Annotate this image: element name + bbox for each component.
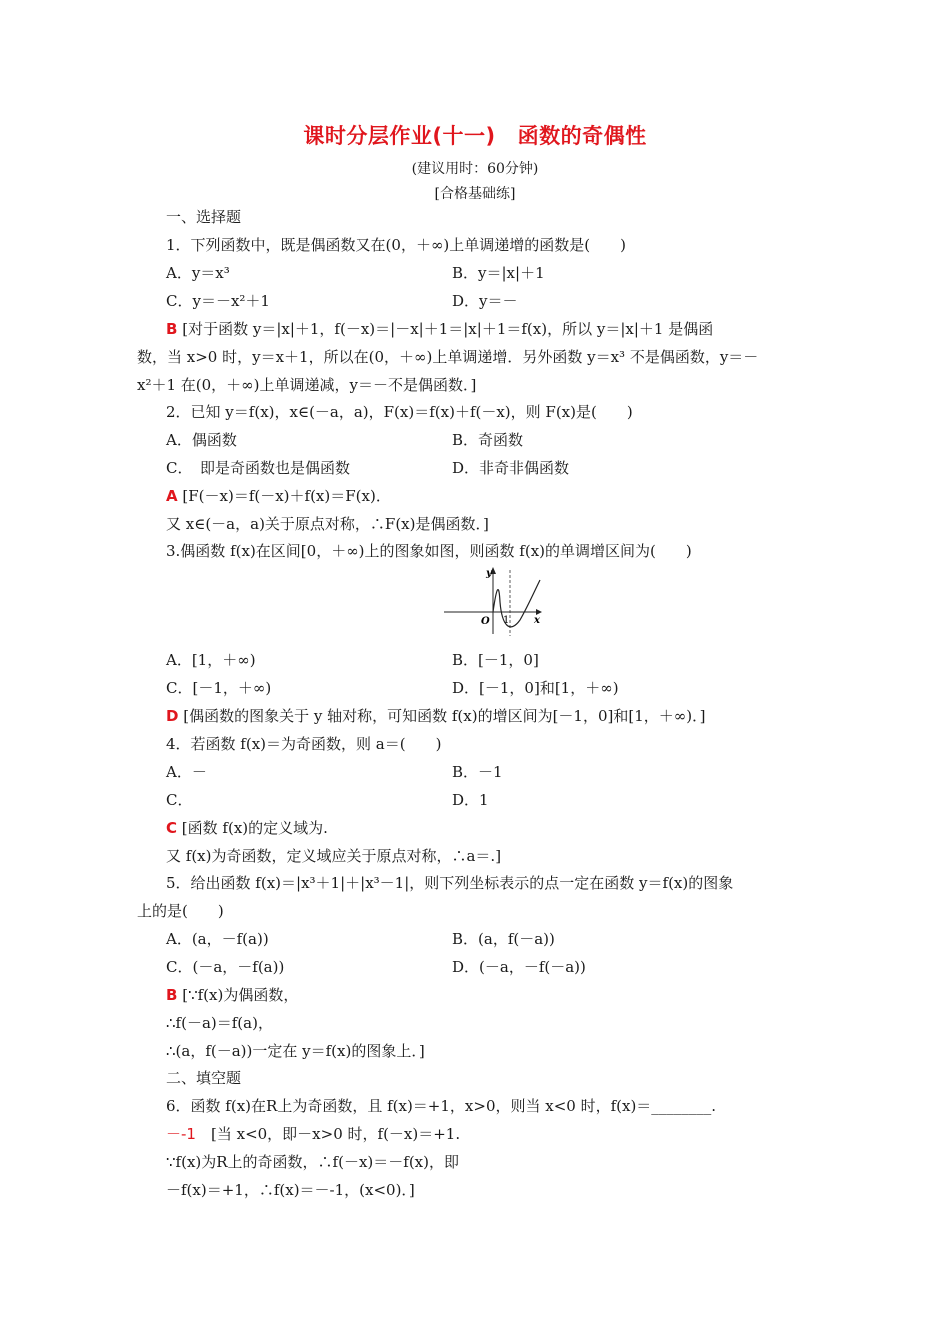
q2-option-d: D．非奇非偶函数	[452, 459, 570, 477]
q2-option-c: C． 即是奇函数也是偶函数	[166, 459, 350, 477]
q4-solution-text1: [函数 f(x)的定义域为.	[181, 819, 328, 837]
graph-y-label: y	[486, 568, 492, 579]
q1-solution-line3: x²＋1 在(0，＋∞)上单调递减，y＝－不是偶函数．]	[137, 376, 477, 394]
q5-option-c: C．(－a，－f(a))	[166, 958, 285, 976]
q5-solution-text1: [∵f(x)为偶函数，	[182, 986, 299, 1004]
q3-answer: D	[166, 707, 179, 725]
q1-answer: B	[166, 320, 178, 338]
q3-option-c: C．[－1，＋∞)	[166, 679, 272, 697]
suggested-time: (建议用时：60分钟)	[411, 161, 539, 177]
q3-function-graph	[440, 562, 550, 638]
q1-solution-text1: [对于函数 y＝|x|＋1，f(－x)＝|－x|＋1＝|x|＋1＝f(x)，所以 y＝|x|＋1 是偶函	[182, 320, 714, 338]
q6-solution-line1	[166, 1124, 460, 1144]
q5-solution-line3: ∴(a，f(－a))一定在 y＝f(x)的图象上．]	[166, 1042, 425, 1060]
q5-option-d: D．(－a，－f(－a))	[452, 958, 586, 976]
section-choice: 一、选择题	[166, 208, 242, 226]
q4-option-b: B．－1	[452, 763, 503, 781]
q6-answer: －-1	[166, 1125, 196, 1143]
q1-stem: 1．下列函数中，既是偶函数又在(0，＋∞)上单调递增的函数是( )	[166, 236, 626, 254]
q1-option-a: A．y＝x³	[166, 264, 230, 282]
q6-stem: 6．函数 f(x)在R上为奇函数，且 f(x)＝+1，x>0，则当 x<0 时，f(x)＝________.	[166, 1097, 717, 1115]
q2-solution-text1: [F(－x)＝f(－x)＋f(x)＝F(x)．	[182, 487, 391, 505]
q5-option-b: B．(a，f(－a))	[452, 930, 555, 948]
q4-answer: C	[166, 819, 178, 837]
section-fill: 二、填空题	[166, 1069, 242, 1087]
q4-stem: 4．若函数 f(x)＝为奇函数，则 a＝( )	[166, 735, 442, 753]
q3-solution-line1	[166, 706, 705, 726]
q4-solution-line2: 又 f(x)为奇函数，定义域应关于原点对称，∴a＝.]	[166, 847, 502, 865]
q1-option-d: D．y＝－	[452, 292, 518, 310]
q3-option-d: D．[－1，0]和[1，＋∞)	[452, 679, 619, 697]
q1-solution-line2: 数，当 x>0 时，y＝x＋1，所以在(0，＋∞)上单调递增．另外函数 y＝x³ 不是偶函数，y＝－	[137, 348, 759, 366]
q3-stem: 3.偶函数 f(x)在区间[0，＋∞)上的图象如图，则函数 f(x)的单调增区间为( )	[166, 542, 692, 560]
function-curve	[493, 580, 540, 627]
q5-stem-line1: 5．给出函数 f(x)＝|x³＋1|＋|x³－1|，则下列坐标表示的点一定在函数 y＝f(x)的图象	[166, 874, 734, 892]
q6-solution-line2: ∵f(x)为R上的奇函数，∴f(－x)＝－f(x)，即	[166, 1153, 459, 1171]
title-part1: 课时分层作业(十一)	[303, 124, 496, 148]
q2-option-a: A．偶函数	[166, 431, 237, 449]
q3-option-b: B．[－1，0]	[452, 651, 539, 669]
q5-option-a: A．(a，－f(a))	[166, 930, 269, 948]
q1-option-b: B．y＝|x|＋1	[452, 264, 545, 282]
q2-stem: 2．已知 y＝f(x)，x∈(－a，a)，F(x)＝f(x)＋f(－x)，则 F(x)是( )	[166, 403, 633, 421]
q5-answer: B	[166, 986, 178, 1004]
title-part2: 函数的奇偶性	[517, 124, 647, 148]
graph-one-label: 1	[503, 615, 510, 626]
q3-solution-text1: [偶函数的图象关于 y 轴对称，可知函数 f(x)的增区间为[－1，0]和[1，＋∞)．]	[183, 707, 706, 725]
q4-option-d: D．1	[452, 791, 489, 809]
q1-option-c: C．y＝－x²＋1	[166, 292, 270, 310]
q5-solution-line1	[166, 985, 298, 1005]
q6-solution-text1: [当 x<0，即－x>0 时，f(－x)＝+1.	[210, 1125, 461, 1143]
q5-stem-line2: 上的是( )	[137, 902, 224, 920]
page-title	[0, 120, 950, 150]
level-label: [合格基础练]	[434, 186, 516, 202]
q2-solution-line2: 又 x∈(－a，a)关于原点对称，∴F(x)是偶函数．]	[166, 515, 489, 533]
q2-solution-line1	[166, 486, 391, 506]
q1-solution-line1	[166, 319, 713, 339]
graph-origin-label: O	[481, 616, 490, 627]
q2-answer: A	[166, 487, 178, 505]
q3-option-a: A．[1，＋∞)	[166, 651, 256, 669]
q4-solution-line1	[166, 818, 328, 838]
graph-x-label: x	[534, 615, 540, 626]
q5-solution-line2: ∴f(－a)＝f(a)，	[166, 1014, 273, 1032]
q6-solution-line3: －f(x)＝+1，∴f(x)＝－-1，(x<0)．]	[166, 1181, 415, 1199]
q4-option-c: C．	[166, 791, 193, 809]
q4-option-a: A．－	[166, 763, 207, 781]
q2-option-b: B．奇函数	[452, 431, 524, 449]
